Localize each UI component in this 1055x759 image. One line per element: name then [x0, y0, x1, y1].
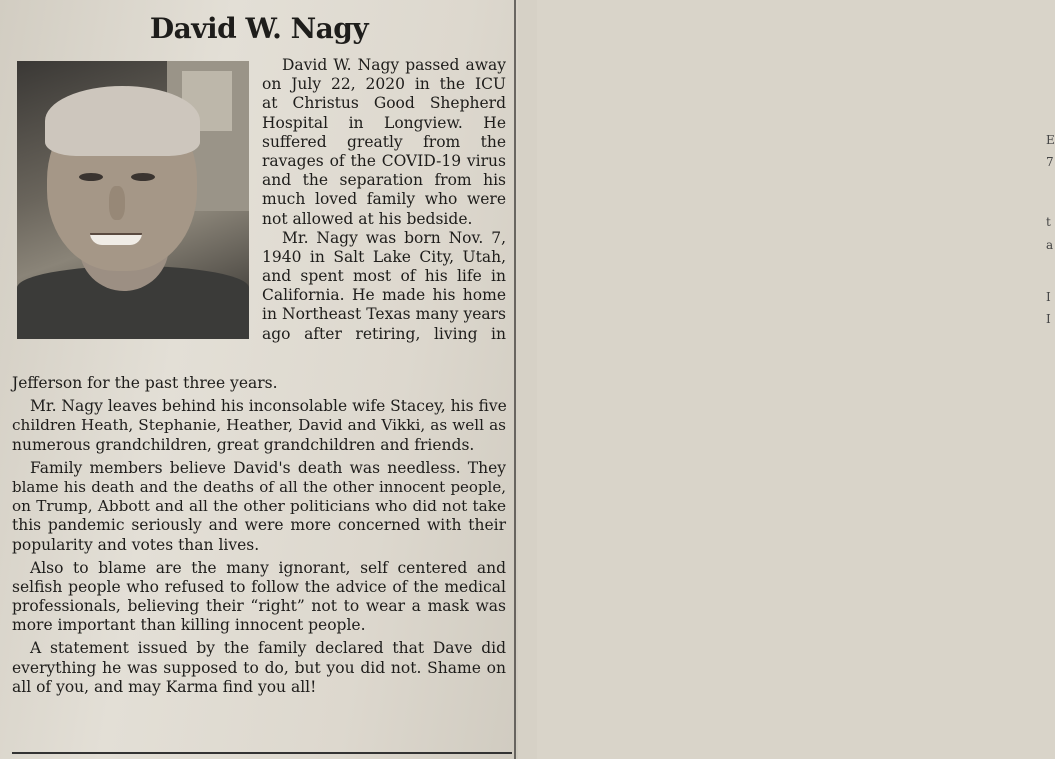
text-line: ago after retiring, living in — [262, 324, 506, 343]
obituary-text-beside-photo — [262, 56, 506, 344]
obituary-title: David W. Nagy — [149, 12, 369, 45]
text-line: California. He made his home — [262, 286, 506, 305]
edge-char: a — [1046, 238, 1054, 252]
text-line: selfish people who refused to follow the advice of the medical — [12, 577, 506, 596]
bottom-divider — [12, 752, 512, 754]
text-line: professionals, believing their “right” not to wear a mask was — [12, 597, 506, 616]
edge-char: 7 — [1046, 155, 1054, 169]
text-line: on July 22, 2020 in the ICU — [262, 75, 506, 94]
text-line: Family members believe David's death was needless. They — [30, 458, 506, 477]
edge-char: I — [1046, 312, 1051, 326]
text-line: in Northeast Texas many years — [262, 305, 506, 324]
text-line: Also to blame are the many ignorant, self centered and — [30, 558, 506, 577]
text-line: A statement issued by the family declared that Dave did — [30, 639, 506, 658]
text-line: Mr. Nagy was born Nov. 7, — [282, 228, 506, 247]
text-line: blame his death and the deaths of all the other innocent people, — [12, 477, 506, 496]
adjacent-column-strip — [518, 0, 1055, 759]
text-line: ravages of the COVID-19 virus — [262, 151, 506, 170]
text-line: David W. Nagy passed away — [282, 56, 506, 74]
text-line: numerous grandchildren, great grandchildren and friends. — [12, 435, 475, 454]
portrait-photo — [17, 61, 249, 339]
text-line: all of you, and may Karma find you all! — [12, 677, 317, 696]
text-line: this pandemic seriously and were more concerned with their — [12, 516, 506, 535]
obituary-text-full-width — [12, 374, 506, 697]
text-line: popularity and votes than lives. — [12, 535, 260, 554]
text-line: children Heath, Stephanie, Heather, David and Vikki, as well as — [12, 416, 506, 435]
text-line: more important than killing innocent people. — [12, 616, 366, 635]
text-line: and spent most of his life in — [262, 267, 506, 286]
text-line: Hospital in Longview. He — [262, 113, 506, 132]
text-line: 1940 in Salt Lake City, Utah, — [262, 247, 506, 266]
text-line: at Christus Good Shepherd — [262, 94, 506, 113]
text-line: not allowed at his bedside. — [262, 209, 473, 228]
column-divider — [514, 0, 516, 759]
text-line: and the separation from his — [262, 171, 506, 190]
text-line: on Trump, Abbott and all the other politicians who did not take — [12, 497, 506, 516]
text-line: much loved family who were — [262, 190, 506, 209]
edge-char: E — [1046, 133, 1055, 147]
edge-char: I — [1046, 290, 1051, 304]
edge-char: t — [1046, 215, 1051, 229]
text-line: Mr. Nagy leaves behind his inconsolable wife Stacey, his five — [30, 397, 507, 416]
text-line: Jefferson for the past three years. — [12, 374, 278, 392]
text-line: everything he was supposed to do, but you did not. Shame on — [12, 658, 506, 677]
text-line: suffered greatly from the — [262, 132, 506, 151]
